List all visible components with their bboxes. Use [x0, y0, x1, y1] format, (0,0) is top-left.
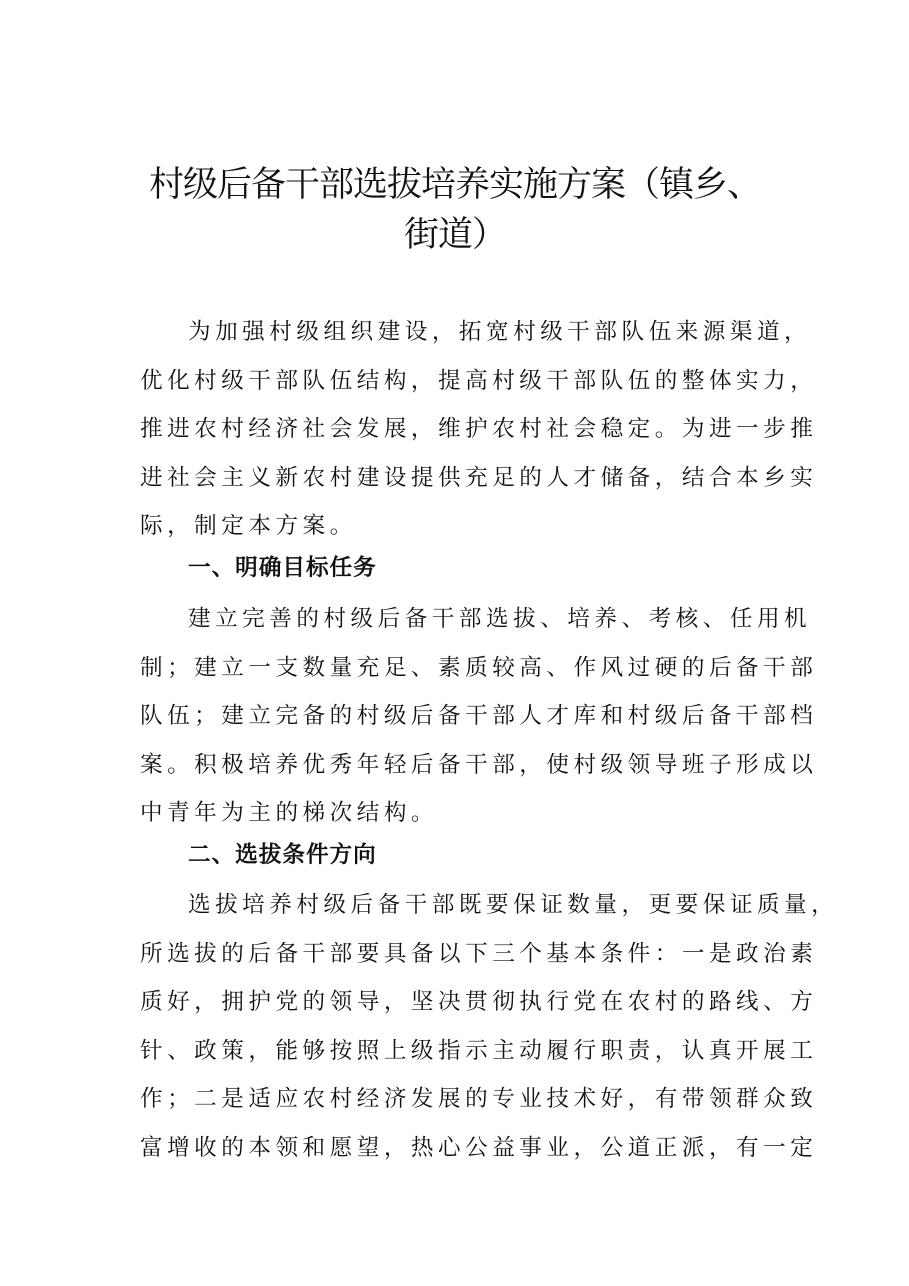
paragraph-line: 制；建立一支数量充足、素质较高、作风过硬的后备干部	[140, 654, 818, 681]
paragraph-line: 为加强村级组织建设，拓宽村级干部队伍来源渠道，	[188, 319, 812, 345]
paragraph-line: 推进农村经济社会发展，维护农村社会稳定。为进一步推	[140, 416, 818, 442]
paragraph-intro	[140, 308, 818, 551]
paragraph-line: 建立完善的村级后备干部选拔、培养、考核、任用机	[188, 606, 812, 632]
paragraph-line: 案。积极培养优秀年轻后备干部，使村级领导班子形成以	[140, 751, 818, 778]
paragraph-line: 针、政策，能够按照上级指示主动履行职责，认真开展工	[140, 1037, 818, 1064]
section-heading-criteria: 二、选拔条件方向	[188, 842, 377, 868]
title-line-1: 村级后备干部选拔培养实施方案（镇乡、	[148, 165, 761, 205]
paragraph-line: 队伍；建立完备的村级后备干部人才库和村级后备干部档	[140, 703, 818, 729]
paragraph-line: 际，制定本方案。	[140, 513, 357, 539]
paragraph-line: 所选拔的后备干部要具备以下三个基本条件：一是政治素	[140, 940, 818, 967]
paragraph-criteria	[140, 881, 839, 1172]
paragraph-line: 富增收的本领和愿望，热心公益事业，公道正派，有一定	[140, 1134, 818, 1161]
paragraph-line: 质好，拥护党的领导，坚决贯彻执行党在农村的路线、方	[140, 989, 818, 1015]
paragraph-line: 中青年为主的梯次结构。	[140, 800, 439, 826]
paragraph-line: 选拔培养村级后备干部既要保证数量，更要保证质量，	[188, 892, 839, 918]
title-line-2: 街道）	[403, 215, 506, 255]
paragraph-line: 优化村级干部队伍结构，提高村级干部队伍的整体实力，	[140, 367, 818, 394]
paragraph-goals	[140, 595, 818, 838]
paragraph-line: 进社会主义新农村建设提供充足的人才储备，结合本乡实	[140, 464, 818, 491]
section-heading-goals: 一、明确目标任务	[188, 555, 377, 581]
paragraph-line: 作；二是适应农村经济发展的专业技术好，有带领群众致	[140, 1086, 818, 1112]
document-title	[120, 160, 790, 260]
